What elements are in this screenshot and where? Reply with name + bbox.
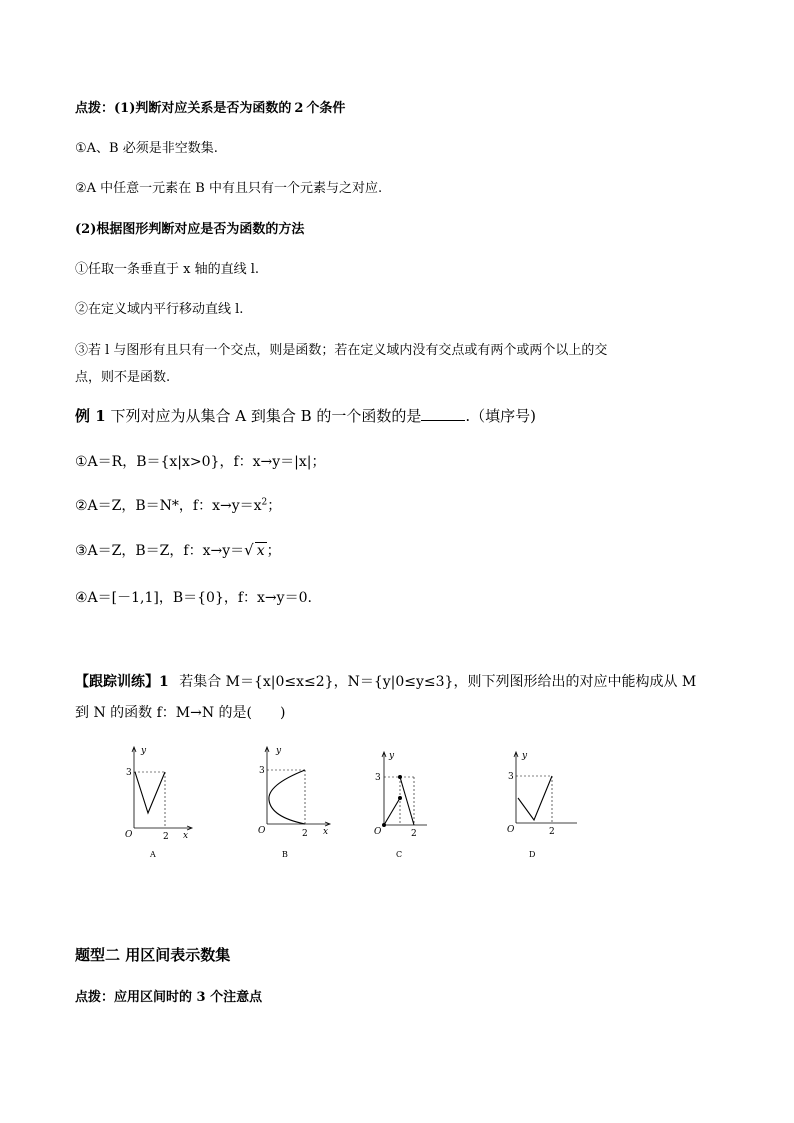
tip1-subtitle-2: (2)根据图形判断对应是否为函数的方法 (75, 222, 305, 237)
section2-tip: 点拨：应用区间时的 3 个注意点 (75, 990, 263, 1005)
graph-c-segment-1 (384, 798, 400, 825)
example1-item-1: ①A＝R，B＝{x|x>0}，f：x→y＝|x|； (75, 454, 326, 470)
graph-b-tick-y: 3 (259, 766, 265, 776)
graph-c-caption: C (396, 850, 403, 859)
graph-b-origin: O (258, 826, 266, 836)
graph-a-tick-y: 3 (126, 768, 132, 778)
example1-item-2: ②A＝Z，B＝N*，f：$x\to y=x^2$； (75, 497, 282, 514)
graph-c-origin: O (374, 827, 382, 837)
practice-line-2: 到 N 的函数 f：M→N 的是( ) (75, 705, 286, 721)
graph-a-tick-x: 2 (163, 832, 169, 842)
graph-d-caption: D (529, 850, 536, 859)
graph-c-tick-y: 3 (375, 773, 381, 783)
graph-a[interactable] (115, 745, 205, 865)
tip1-title: 点拨：(1)判断对应关系是否为函数的 2 个条件 (75, 101, 346, 116)
graph-d-origin: O (507, 825, 515, 835)
graph-a-y-label: y (141, 746, 147, 756)
practice-line-1: 【跟踪训练】1 若集合 M＝{x|0≤x≤2}，N＝{y|0≤y≤3}，则下列图形给出的对应中能构成从 M (75, 674, 697, 690)
graph-b-tick-x: 2 (302, 829, 308, 839)
tip1-step-3-line-1: ③若 l 与图形有且只有一个交点，则是函数；若在定义域内没有交点或有两个或两个以上的交 (75, 343, 608, 358)
answer-blank[interactable] (421, 407, 465, 421)
tip1-condition-1: ①A、B 必须是非空数集. (75, 141, 218, 156)
graph-d-tick-x: 2 (549, 827, 555, 837)
graph-c-y-label: y (389, 751, 395, 761)
tip1-condition-2: ②A 中任意一元素在 B 中有且只有一个元素与之对应. (75, 181, 383, 196)
graph-b-y-label: y (276, 746, 282, 756)
graph-c[interactable] (365, 750, 440, 865)
tip1-step-3-line-2: 点，则不是函数. (75, 370, 171, 385)
graph-a-origin: O (125, 830, 133, 840)
example1-label: 例 1 (75, 407, 106, 425)
graph-a-curve (135, 772, 165, 813)
graph-d-tick-y: 3 (508, 772, 514, 782)
graph-a-caption: A (150, 850, 156, 859)
example1-prompt: 例 1 下列对应为从集合 A 到集合 B 的一个函数的是 .（填序号) (75, 407, 537, 425)
graph-b-curve (269, 770, 305, 824)
section2-title: 题型二 用区间表示数集 (75, 946, 231, 964)
tip1-step-2: ②在定义域内平行移动直线 l. (75, 302, 244, 317)
example1-item-4: ④A＝[－1,1]，B＝{0}，f：x→y＝0. (75, 590, 312, 606)
graph-b-x-label: x (323, 827, 329, 837)
graph-c-segment-2 (400, 777, 414, 825)
graph-c-tick-x: 2 (411, 829, 417, 839)
tip1-step-1: ①任取一条垂直于 x 轴的直线 l. (75, 262, 260, 277)
graph-d[interactable] (497, 750, 587, 865)
example1-item-3: ③A＝Z，B＝Z，f：x→y＝√ x ； (75, 541, 281, 559)
practice-label: 【跟踪训练】1 (75, 674, 169, 690)
graph-a-x-label: x (183, 831, 189, 841)
graph-b[interactable] (245, 745, 340, 865)
graph-b-caption: B (282, 850, 288, 859)
graph-d-curve (518, 776, 552, 820)
graph-d-y-label: y (522, 751, 528, 761)
